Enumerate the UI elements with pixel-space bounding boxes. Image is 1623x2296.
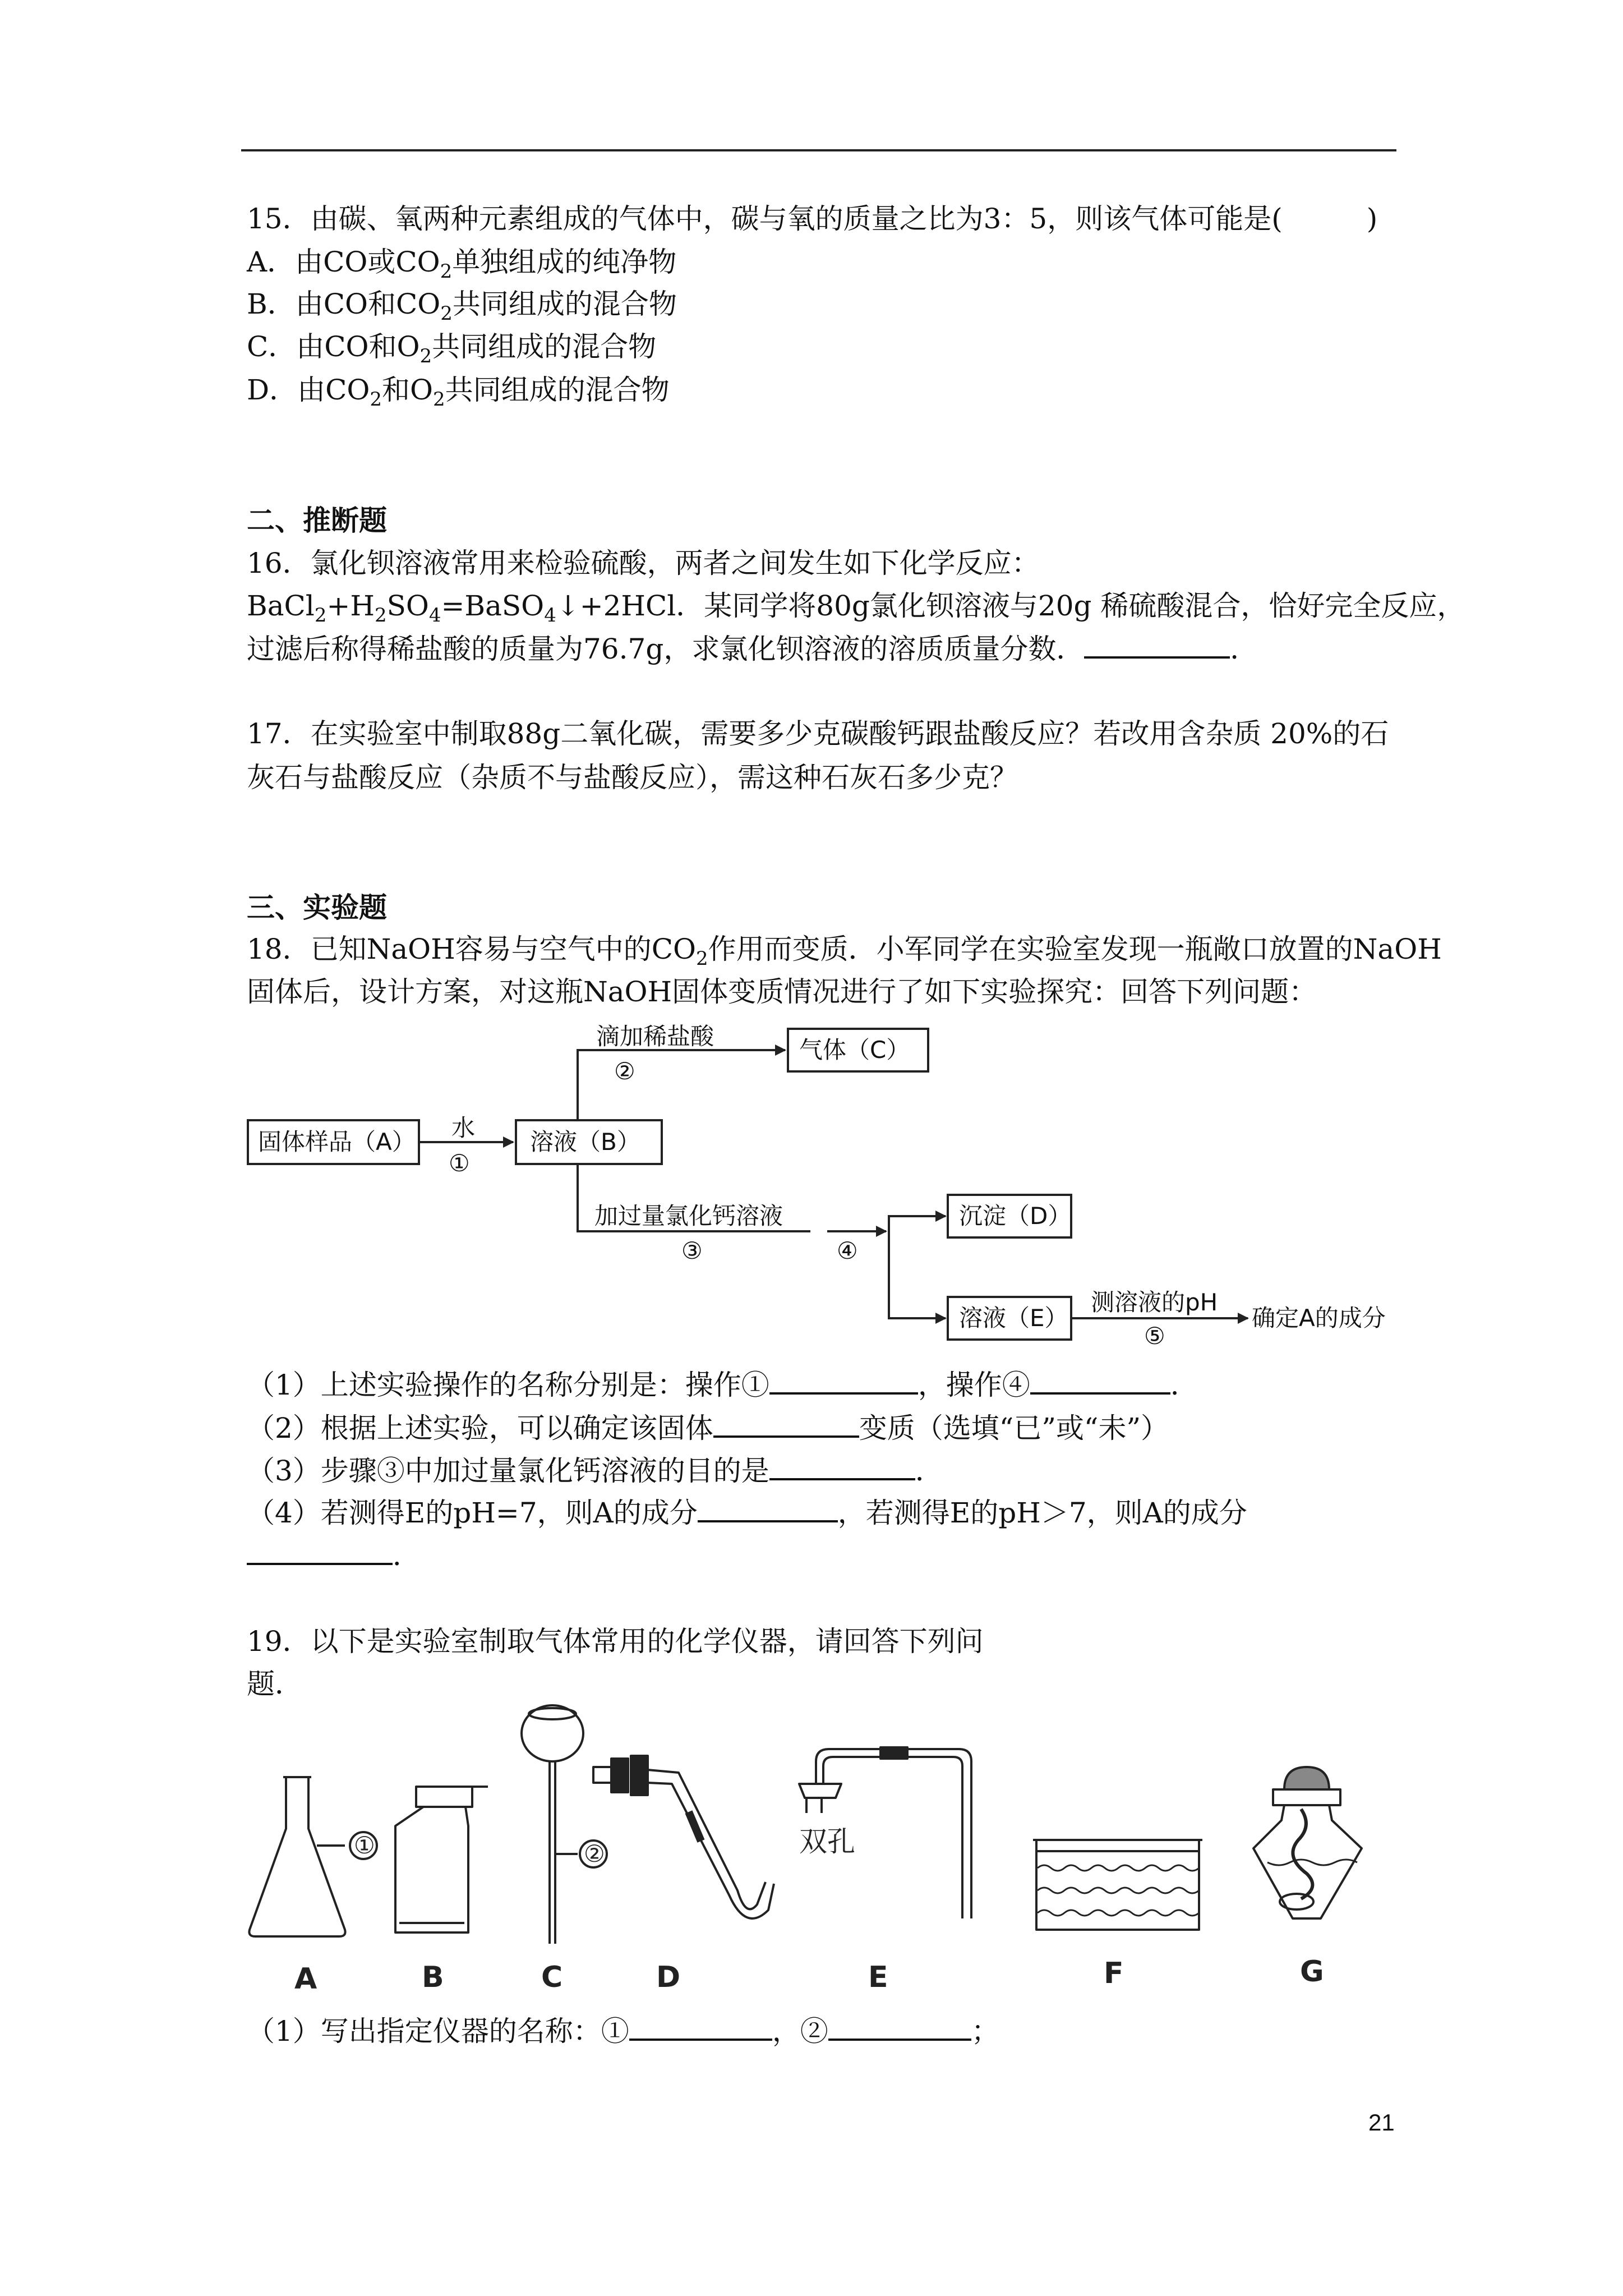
label-a: A [294, 1962, 317, 1996]
q18-blank-ph7[interactable] [698, 1496, 838, 1522]
label-b: B [422, 1961, 444, 1994]
mark-1: ① [354, 1832, 375, 1859]
q18-sub1: （1）上述实验操作的名称分别是：操作① ，操作④ ． [247, 1369, 1198, 1401]
apparatus-f-water-trough [1033, 1840, 1202, 1930]
q18-sub4: （4）若测得E的pH=7，则A的成分 ，若测得E的pH＞7，则A的成分 [247, 1497, 1247, 1529]
q16-line2: $BaCl_2+H_2SO_4=BaSO_4↓+2HCl$．某同学将80g氯化钡溶液与20g 稀硫酸混合，恰好完全反应， [247, 590, 1465, 627]
q18-line1: 18．已知NaOH容易与空气中的$CO_2$作用而变质．小军同学在实验室发现一瓶敞口放置的NaOH [247, 933, 1442, 970]
flow-step3-word: 加过量氯化钙溶液 [594, 1202, 783, 1230]
q15-option-b: B．由CO和$CO_2$共同组成的混合物 [247, 288, 677, 325]
flow-step2-num: ② [614, 1057, 635, 1085]
section-3-title: 三、实验题 [247, 891, 387, 924]
apparatus-d-bent-tube [593, 1756, 774, 1918]
label-d: D [656, 1961, 681, 1994]
apparatus-b-gas-bottle [395, 1787, 488, 1932]
apparatus-g-alcohol-lamp [1253, 1767, 1362, 1918]
q18-blank-changed[interactable] [713, 1411, 859, 1438]
q16-line1: 16．氯化钡溶液常用来检验硫酸，两者之间发生如下化学反应： [247, 547, 1040, 579]
mark-2: ② [584, 1840, 605, 1867]
flow-box-a-label: 固体样品（A） [258, 1128, 416, 1156]
q17-line2: 灰石与盐酸反应（杂质不与盐酸反应），需这种石灰石多少克？ [247, 761, 1018, 794]
q19-line2: 题． [247, 1668, 303, 1700]
label-f: F [1104, 1957, 1124, 1990]
flow-box-e-label: 溶液（E） [959, 1304, 1068, 1332]
q15-stem: 15．由碳、氧两种元素组成的气体中，碳与氧的质量之比为3：5，则该气体可能是( ) [247, 203, 1378, 235]
q17-line1: 17．在实验室中制取88g二氧化碳，需要多少克碳酸钙跟盐酸反应？若改用含杂质 20%的石 [247, 717, 1389, 750]
q18-sub4-cont: ． [247, 1538, 421, 1572]
arrow-2 [578, 1050, 785, 1120]
section-2-title: 二、推断题 [247, 504, 387, 537]
q16-line3: 过滤后称得稀盐酸的质量为76.7g，求氯化钡溶液的溶质质量分数． ． [247, 633, 1258, 665]
flow-box-c-label: 气体（C） [799, 1036, 910, 1064]
flow-step1-word: 水 [451, 1114, 476, 1142]
flow-box-d-label: 沉淀（D） [959, 1202, 1072, 1230]
branch-bracket [889, 1216, 945, 1318]
q19-line1: 19．以下是实验室制取气体常用的化学仪器，请回答下列问 [247, 1625, 984, 1658]
page-number: 21 [1368, 2109, 1395, 2136]
q18-line2: 固体后，设计方案，对这瓶NaOH固体变质情况进行了如下实验探究：回答下列问题： [247, 976, 1317, 1008]
q18-blank-ph-gt7[interactable] [247, 1538, 393, 1565]
flow-step5-num: ⑤ [1144, 1322, 1165, 1346]
flow-step2-word: 滴加稀盐酸 [596, 1023, 714, 1050]
flow-result-label: 确定A的成分 [1252, 1304, 1386, 1332]
flow-step5-word: 测溶液的pH [1091, 1289, 1218, 1316]
label-e: E [868, 1961, 888, 1994]
flow-step3-num: ③ [681, 1237, 703, 1264]
q18-sub2: （2）根据上述实验，可以确定该固体 变质（选填“已”或“未”） [247, 1412, 1169, 1444]
q19-blank-2[interactable] [828, 2014, 971, 2041]
flow-step1-num: ① [449, 1149, 470, 1177]
q19-apparatus-figure [0, 1683, 1623, 2019]
q18-blank-purpose[interactable] [769, 1453, 915, 1480]
q19-blank-1[interactable] [629, 2014, 772, 2041]
q18-blank-op4[interactable] [1030, 1368, 1170, 1395]
q15-option-c: C．由CO和$O_2$共同组成的混合物 [247, 330, 657, 367]
q18-sub3: （3）步骤③中加过量氯化钙溶液的目的是 ． [247, 1455, 943, 1487]
flow-box-b-label: 溶液（B） [530, 1128, 640, 1156]
label-g: G [1300, 1955, 1324, 1989]
flow-step4-num: ④ [837, 1237, 858, 1264]
label-c: C [541, 1961, 563, 1994]
q18-blank-op1[interactable] [769, 1368, 918, 1395]
q19-sub1: （1）写出指定仪器的名称：① ，② ； [247, 2015, 999, 2047]
hole-label: 双孔 [799, 1825, 855, 1858]
q15-option-a: A．由CO或$CO_2$单独组成的纯净物 [247, 246, 677, 283]
apparatus-c-long-funnel [522, 1705, 607, 1944]
q15-option-d: D．由$CO_2$和$O_2$共同组成的混合物 [247, 374, 670, 411]
